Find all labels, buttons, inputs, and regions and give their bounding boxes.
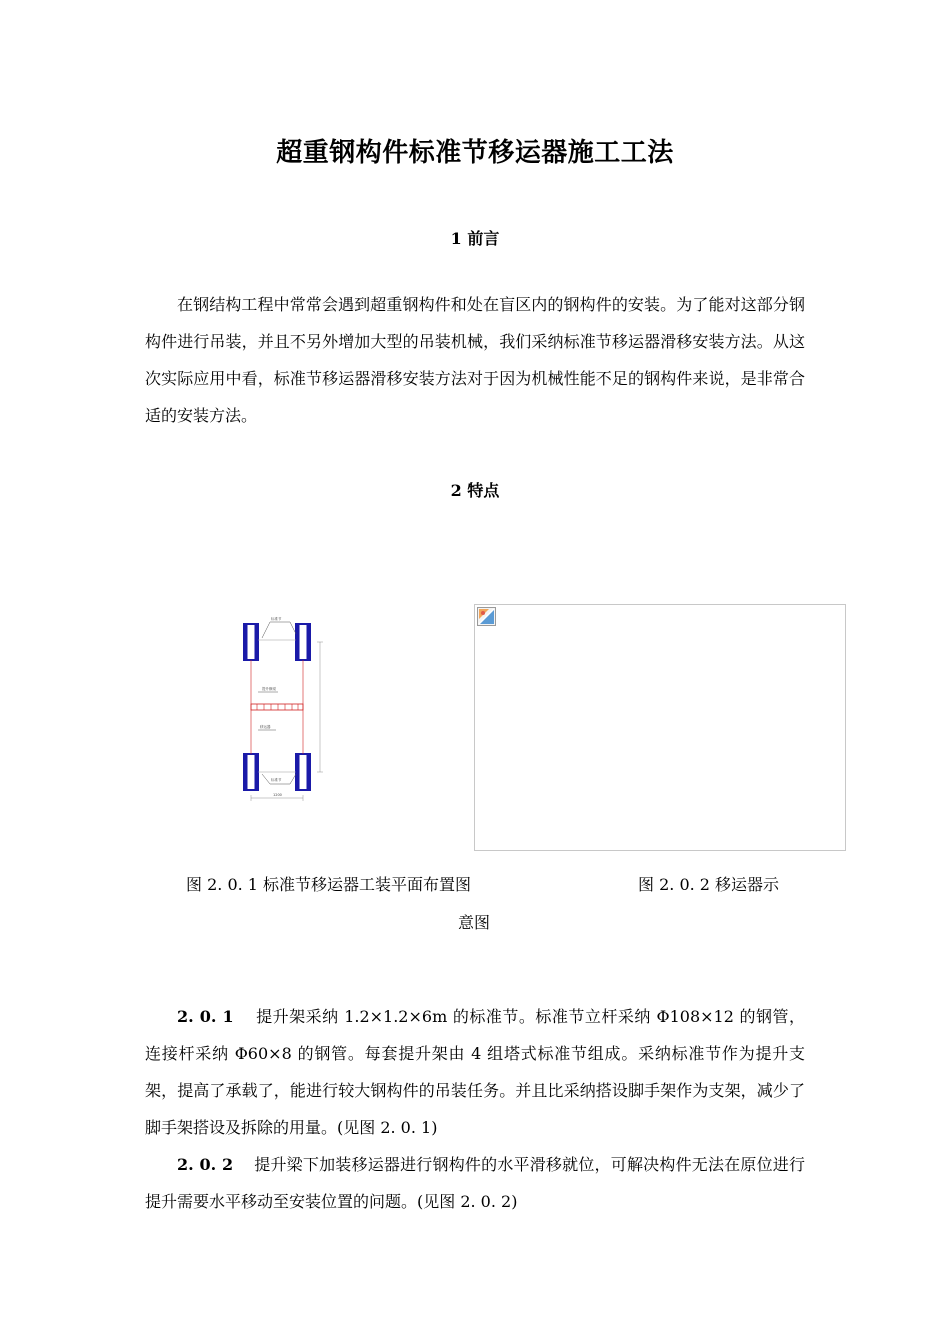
- fig-label-lifting-beam: 提升横梁: [262, 687, 276, 691]
- preface-paragraph: 在钢结构工程中常常会遇到超重钢构件和处在盲区内的钢构件的安装。为了能对这部分钢构件进行吊装，并且不另外增加大型的吊装机械，我们采纳标准节移运器滑移安装方法。从这次实际应用中看，标准节移运器滑移安装方法对于因为机械性能不足的钢构件来说，是非常合适的安装方法。: [145, 295, 805, 425]
- feature-item-text: 提升架采纳 1.2×1.2×6m 的标准节。标准节立杆采纳 Φ108×12 的钢管，连接杆采纳 Φ60×8 的钢管。每套提升架由 4 组塔式标准节组成。采纳标准节作为提升支架，提高了承载了，能进行较大钢构件的吊装任务。并且比采纳搭设脚手架作为支架，减少了脚手架搭设及拆除的用量。(见图 2. 0. 1): [145, 1007, 806, 1137]
- mover-diagram-image-placeholder: [474, 604, 846, 851]
- feature-item-2-0-2: [145, 1146, 805, 1220]
- section-heading-preface: 1 前言: [450, 229, 500, 248]
- feature-item-number: 2. 0. 1: [177, 1007, 234, 1026]
- fig-label-standard-section-bottom: 标准节: [271, 778, 282, 782]
- figure-caption-layout-plan: 图 2. 0. 1 标准节移运器工装平面布置图: [186, 875, 472, 894]
- broken-image-icon: [477, 607, 496, 626]
- section-heading-features: 2 特点: [450, 481, 500, 500]
- feature-item-number: 2. 0. 2: [177, 1155, 234, 1174]
- figure-caption-mover-part2: 意图: [458, 913, 491, 932]
- fig-label-mover: 移运器: [260, 725, 271, 729]
- fig-label-standard-section-top: 标准节: [271, 617, 282, 621]
- feature-item-2-0-1: [145, 998, 805, 1146]
- fig-label-dimension: 1200: [273, 793, 282, 797]
- feature-item-text: 提升梁下加装移运器进行钢构件的水平滑移就位，可解决构件无法在原位进行提升需要水平移动至安装位置的问题。(见图 2. 0. 2): [145, 1155, 805, 1211]
- document-title: 超重钢构件标准节移运器施工工法: [276, 138, 674, 168]
- figure-caption-mover-part1: 图 2. 0. 2 移运器示: [638, 875, 780, 894]
- layout-plan-figure: [232, 612, 332, 807]
